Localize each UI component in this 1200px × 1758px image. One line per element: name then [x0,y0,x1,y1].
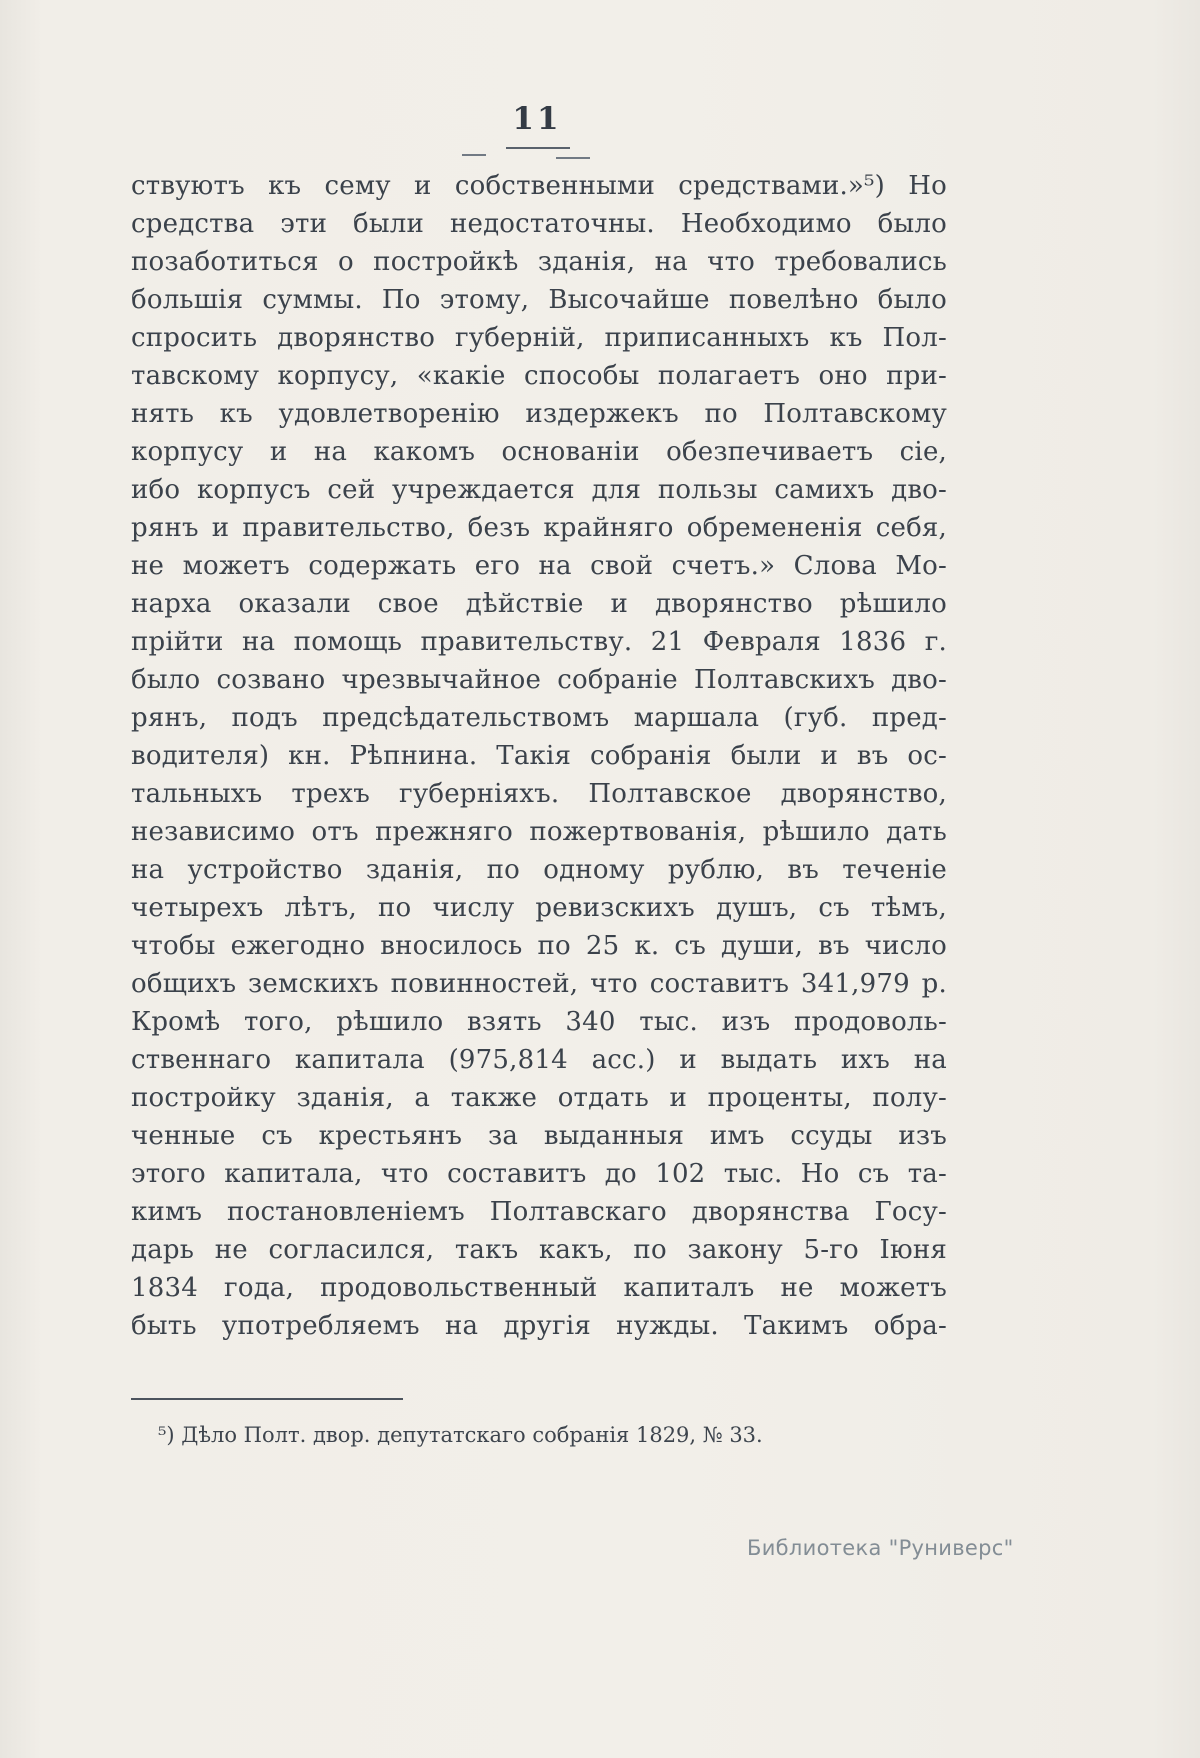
text-line: Кромѣ того, рѣшило взять 340 тыс. изъ продоволь- [131,1007,947,1037]
footnote-separator [131,1398,403,1400]
text-line: рянъ и правительство, безъ крайняго обремененія себя, [131,513,947,543]
text-line: спросить дворянство губерній, приписанныхъ къ Пол- [131,323,947,353]
text-line: прійти на помощь правительству. 21 Февраля 1836 г. [131,627,947,657]
text-line: водителя) кн. Рѣпнина. Такія собранія были и въ ос- [131,741,947,771]
text-line: было созвано чрезвычайное собраніе Полтавскихъ дво- [131,665,947,695]
text-line: нять къ удовлетворенію издержекъ по Полтавскому [131,399,947,429]
text-line: тавскому корпусу, «какіе способы полагаетъ оно при- [131,361,947,391]
text-line: общихъ земскихъ повинностей, что составитъ 341,979 р. [131,969,947,999]
text-line: ибо корпусъ сей учреждается для пользы самихъ дво- [131,475,947,505]
page-number: 11 [512,101,562,137]
text-line: четырехъ лѣтъ, по числу ревизскихъ душъ, съ тѣмъ, [131,893,947,923]
text-line: ственнаго капитала (975,814 асс.) и выдать ихъ на [131,1045,947,1075]
text-line: ствуютъ къ сему и собственными средствами.»⁵) Но [131,171,947,201]
text-line: рянъ, подъ предсѣдательствомъ маршала (губ. пред- [131,703,947,733]
text-line: средства эти были недостаточны. Необходимо было [131,209,947,239]
text-line: тальныхъ трехъ губерніяхъ. Полтавское дворянство, [131,779,947,809]
text-line: на устройство зданія, по одному рублю, въ теченіе [131,855,947,885]
text-line: независимо отъ прежняго пожертвованія, рѣшило дать [131,817,947,847]
watermark: Библиотека "Руниверс" [747,1536,1014,1560]
text-line: большія суммы. По этому, Высочайше повелѣно было [131,285,947,315]
footnote: ⁵) Дѣло Полт. двор. депутатскаго собранія 1829, № 33. [158,1423,763,1447]
body-text [131,167,947,1345]
text-line: нарха оказали свое дѣйствіе и дворянство рѣшило [131,589,947,619]
text-line: корпусу и на какомъ основаніи обезпечиваетъ сіе, [131,437,947,467]
text-line: дарь не согласился, такъ какъ, по закону 5-го Іюня [131,1235,947,1265]
text-line: быть употребляемъ на другія нужды. Такимъ обра- [131,1311,947,1341]
text-line: этого капитала, что составитъ до 102 тыс. Но съ та- [131,1159,947,1189]
text-line: позаботиться о постройкѣ зданія, на что требовались [131,247,947,277]
text-line: 1834 года, продовольственный капиталъ не можетъ [131,1273,947,1303]
text-line: не можетъ содержать его на свой счетъ.» Слова Мо- [131,551,947,581]
text-line: кимъ постановленіемъ Полтавскаго дворянства Госу- [131,1197,947,1227]
text-line: ченные съ крестьянъ за выданныя имъ ссуды изъ [131,1121,947,1151]
page-number-rule [506,147,570,149]
text-line: постройку зданія, а также отдать и проценты, полу- [131,1083,947,1113]
page-number-rule-left [462,154,486,156]
page-number-rule-right [556,157,590,159]
text-line: чтобы ежегодно вносилось по 25 к. съ души, въ число [131,931,947,961]
